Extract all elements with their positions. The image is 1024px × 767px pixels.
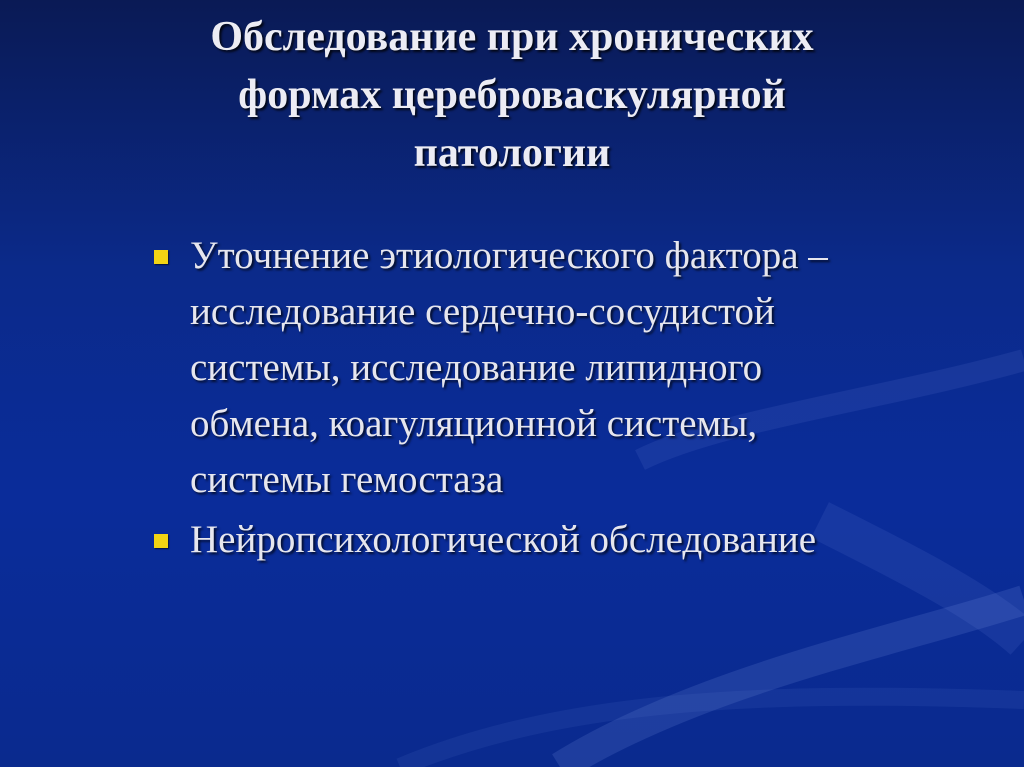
- bullet-item: [150, 228, 960, 508]
- square-bullet-icon: [154, 534, 168, 548]
- square-bullet-icon: [154, 250, 168, 264]
- slide-title: [60, 8, 964, 182]
- bullet-item: [150, 512, 960, 568]
- bullet-line: Нейропсихологической обследование: [190, 518, 817, 561]
- bullet-line: системы, исследование липидного: [190, 346, 763, 389]
- bullet-line: исследование сердечно-сосудистой: [190, 290, 775, 333]
- title-line: формах цереброваскулярной: [238, 72, 786, 118]
- bullet-line: обмена, коагуляционной системы,: [190, 402, 758, 445]
- bullet-list: [150, 228, 960, 572]
- bullet-line: Уточнение этиологического фактора –: [190, 234, 828, 277]
- bullet-line: системы гемостаза: [190, 458, 504, 501]
- title-line: патологии: [413, 130, 611, 176]
- title-line: Обследование при хронических: [210, 14, 814, 60]
